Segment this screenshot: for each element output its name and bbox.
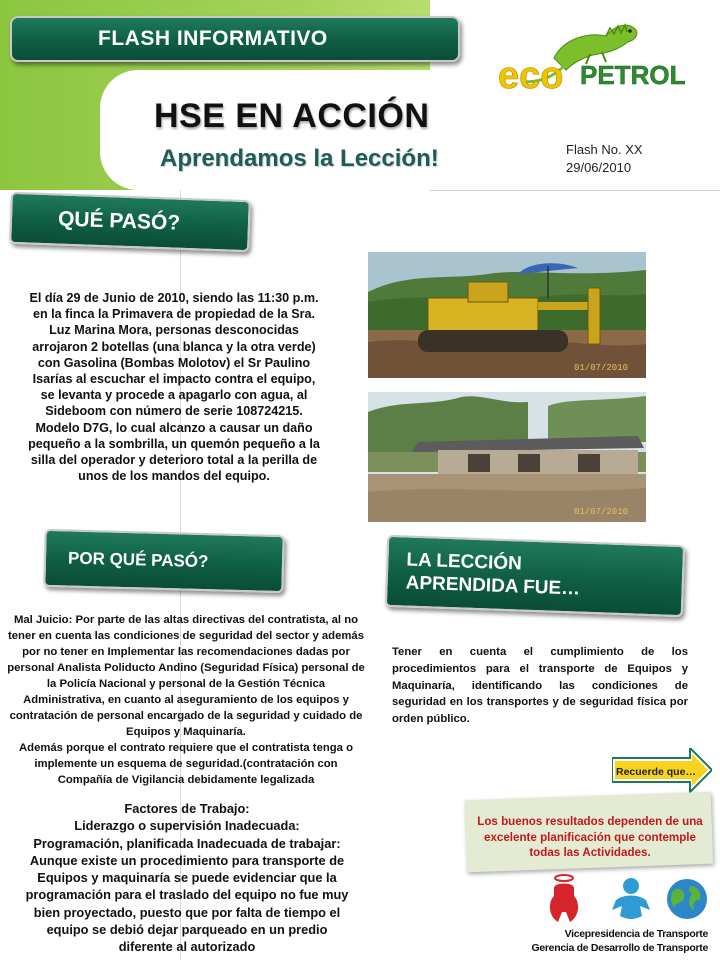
bulldozer-image-icon bbox=[368, 252, 646, 378]
meditation-icon bbox=[606, 876, 656, 922]
photo-date-stamp: 01/07/2010 bbox=[574, 363, 629, 373]
photo-date-stamp: 01/07/2010 bbox=[574, 507, 629, 517]
leccion-aprendida-banner bbox=[385, 535, 685, 617]
flash-date: 29/06/2010 bbox=[566, 160, 632, 175]
factores-liderazgo: Liderazgo o supervisión Inadecuada: bbox=[74, 818, 300, 834]
por-que-paso-paragraph-1: Mal Juicio: Por parte de las altas directivas del contratista, al no tener en cuenta las condiciones de seguridad del sector y además por no tener en Implementar las recomendaciones dadas por personal Analista Poliducto Andino (Seguridad Física) personal de la Policía Nacional y personal de la Gestión Técnica Administrativa, en cuanto al aseguramiento de los equipos y contratación de personal encargado de la seguridad y cuidado de Equipos y Maquinaría. bbox=[7, 614, 365, 738]
farmhouse-photo bbox=[368, 392, 646, 522]
que-paso-banner bbox=[9, 192, 251, 252]
flash-label: FLASH INFORMATIVO bbox=[98, 27, 328, 50]
svg-text:eco: eco bbox=[498, 55, 564, 94]
page-subtitle: Aprendamos la Lección! bbox=[160, 145, 439, 172]
vicepresidencia-label: Vicepresidencia de Transporte bbox=[564, 928, 708, 940]
ecopetrol-logo bbox=[494, 18, 716, 94]
por-que-paso-banner bbox=[43, 529, 284, 593]
por-que-paso-paragraph-2: Además porque el contrato requiere que el contratista tenga o implemente un esquema de seguridad.(contratación con Compañía de Vigilancia debidamente legalizada bbox=[19, 742, 353, 786]
flash-number: Flash No. XX bbox=[566, 142, 643, 157]
factores-heading: Factores de Trabajo: bbox=[124, 801, 250, 816]
bulldozer-photo bbox=[368, 252, 646, 378]
que-paso-text: El día 29 de Junio de 2010, siendo las 11:30 p.m. en la finca la Primavera de propiedad de la Sra. Luz Marina Mora, personas desconocidas arrojaron 2 botellas (una blanca y la otra verde) con Gasolina (Bombas Molotov) el Sr Paulino Isarías al escuchar el impacto contra el equipo, se levanta y procede a apagarlo con agua, al Sideboom con número de serie 108724215. Modelo D7G, lo cual alcanzo a causar un daño pequeño a la sombrilla, un quemón pequeño a la silla del operador y deterioro total a la perilla de unos de los mandos del equipo. bbox=[28, 291, 320, 484]
que-paso-heading: QUÉ PASÓ? bbox=[57, 207, 181, 235]
farmhouse-image-icon bbox=[368, 392, 646, 522]
por-que-paso-heading: POR QUÉ PASÓ? bbox=[67, 548, 209, 572]
factores-body: Aunque existe un procedimiento para transporte de Equipos y maquinaría se puede evidenciar que la programación para el traslado del equipo no fue muy bien proyectado, puesto que por falta de tiempo el equipo se debió dejar parqueado en un predio diferente al autorizado bbox=[25, 852, 349, 955]
factores-programacion: Programación, planificada Inadecuada de trabajar: bbox=[33, 835, 341, 851]
gerencia-label: Gerencia de Desarrollo de Transporte bbox=[531, 942, 708, 954]
globe-icon bbox=[666, 878, 708, 920]
leccion-heading-line2: APRENDIDA FUE… bbox=[405, 572, 581, 600]
por-que-paso-text bbox=[6, 612, 366, 788]
factores-de-trabajo bbox=[20, 800, 354, 956]
page-title: HSE EN ACCIÓN bbox=[154, 97, 430, 135]
flash-info bbox=[566, 141, 643, 177]
leccion-heading-line1: LA LECCIÓN bbox=[406, 549, 523, 575]
leccion-text: Tener en cuenta el cumplimiento de los procedimientos para el transporte de Equipos y Maquinaría, identificando las condiciones de seguridad en los transportes y de seguridad física por orden público. bbox=[392, 646, 688, 726]
recuerde-label: Recuerde que… bbox=[616, 766, 696, 778]
advice-text: Los buenos resultados dependen de una excelente planificación que contemple todas las Actividades. bbox=[477, 815, 703, 859]
divider-line bbox=[430, 190, 720, 191]
svg-text:PETROL: PETROL bbox=[580, 60, 686, 90]
flash-informativo-banner bbox=[10, 16, 460, 62]
person-halo-icon bbox=[540, 872, 588, 924]
iguana-logo-icon bbox=[494, 18, 716, 94]
